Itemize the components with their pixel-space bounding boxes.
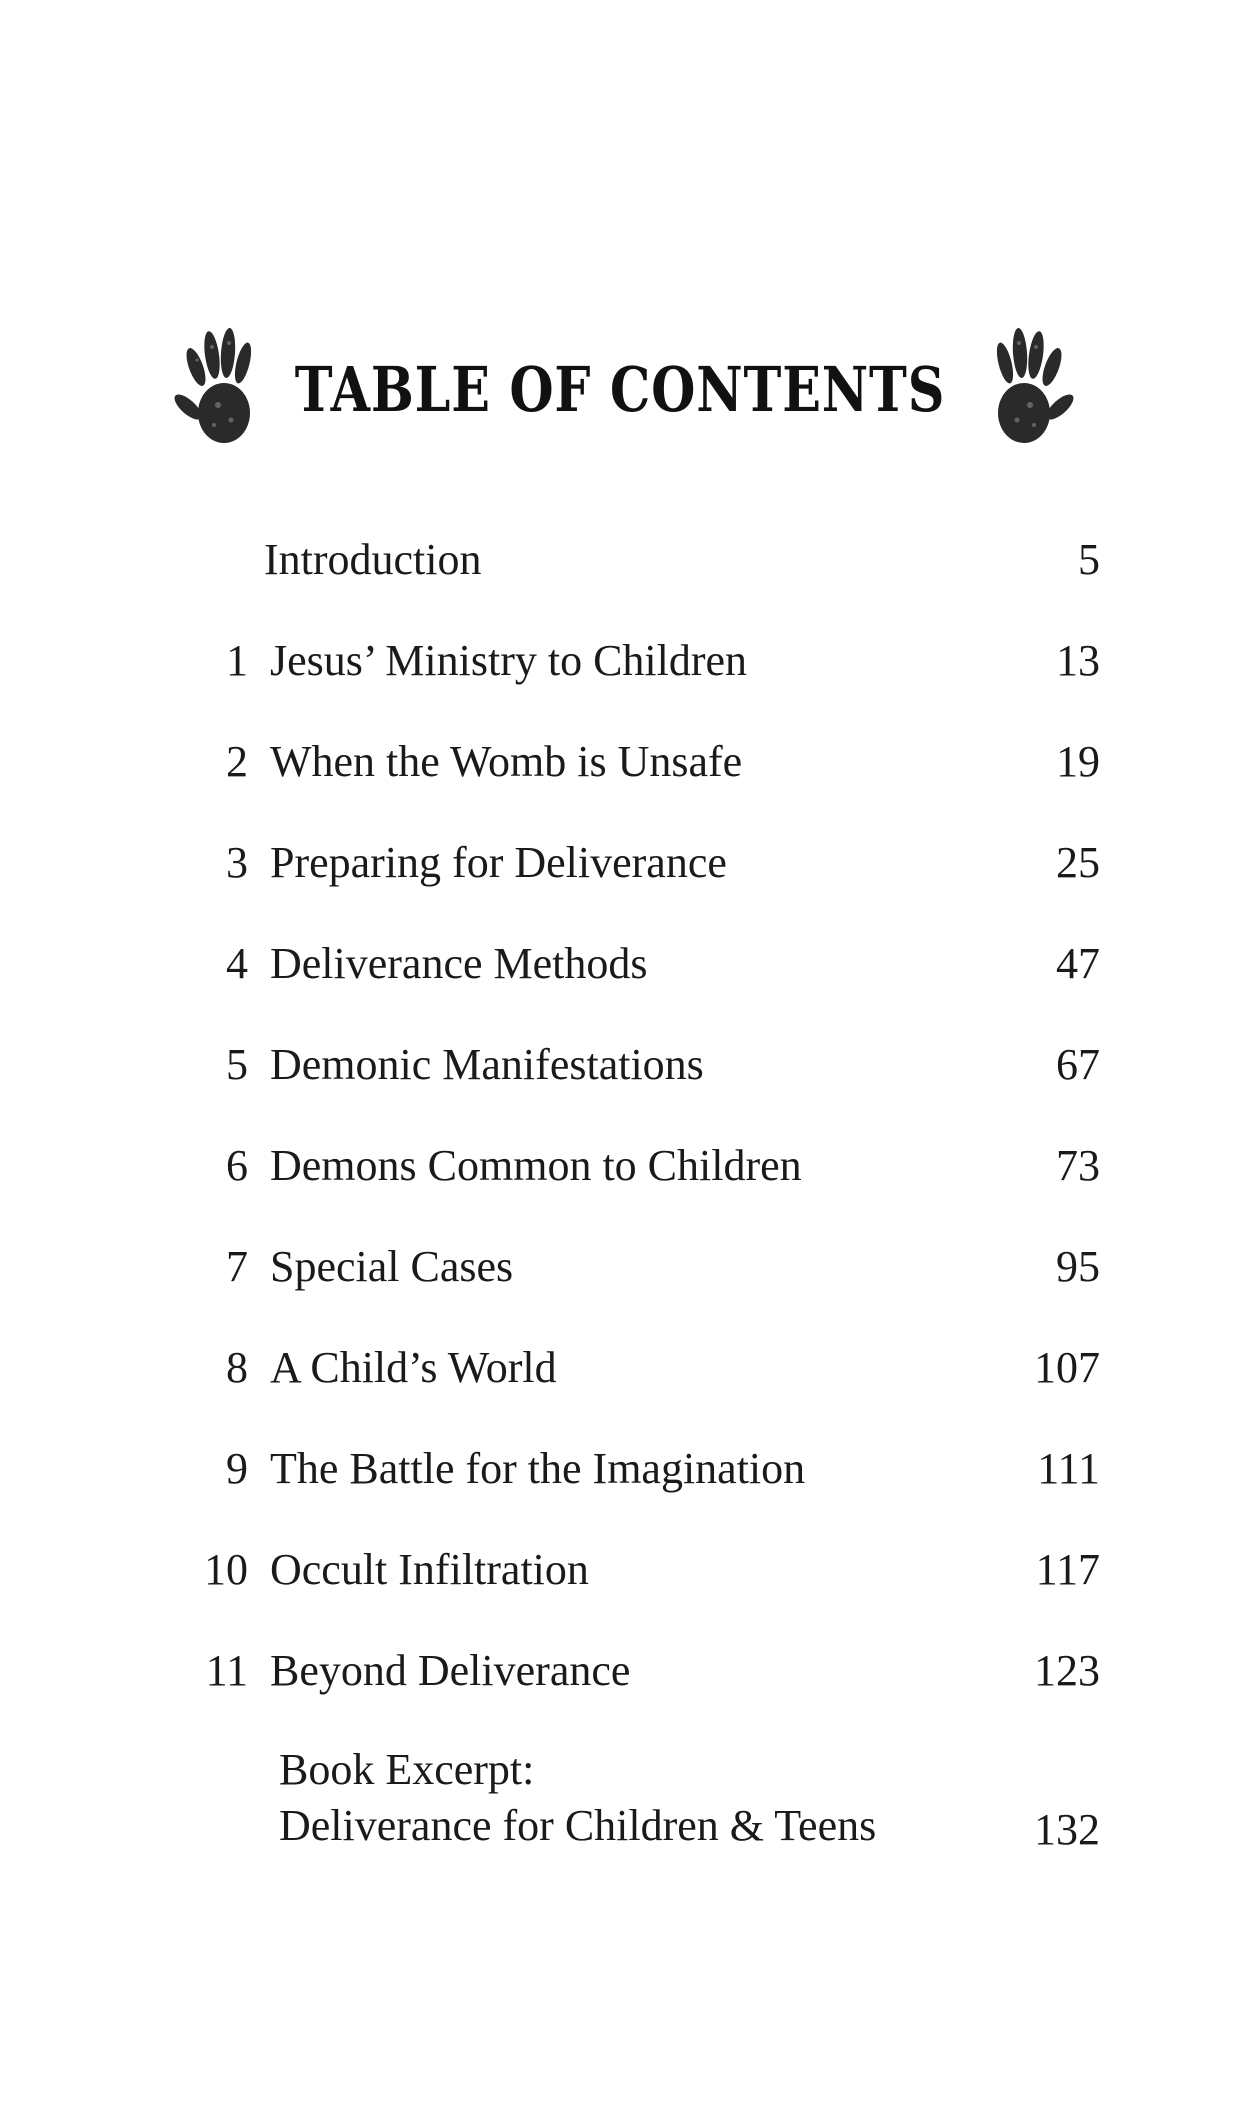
toc-entry-page: 111 — [1037, 1444, 1100, 1493]
toc-entry-chapter-6[interactable] — [200, 1134, 1100, 1235]
handprint-icon — [979, 325, 1074, 450]
toc-entry-chapter-2[interactable] — [200, 730, 1100, 831]
toc-entry-chapter-7[interactable] — [200, 1235, 1100, 1336]
toc-entry-chapter-5[interactable] — [200, 1033, 1100, 1134]
toc-entry-title: Introduction — [264, 535, 482, 584]
toc-entry-chapter-8[interactable] — [200, 1336, 1100, 1437]
toc-header — [170, 325, 1070, 460]
toc-entry-chapter-11[interactable] — [200, 1639, 1100, 1740]
toc-entry-chapter-4[interactable] — [200, 932, 1100, 1033]
toc-entry-chapter-9[interactable] — [200, 1437, 1100, 1538]
toc-entry-title: Demons Common to Children — [270, 1141, 802, 1190]
toc-entry-page: 47 — [1056, 939, 1100, 988]
toc-entry-title: Beyond Deliverance — [270, 1646, 631, 1695]
toc-entry-number: 10 — [204, 1545, 248, 1594]
toc-entry-page: 73 — [1056, 1141, 1100, 1190]
toc-entry-number: 2 — [226, 737, 248, 786]
toc-entry-chapter-3[interactable] — [200, 831, 1100, 932]
toc-entry-page: 25 — [1056, 838, 1100, 887]
toc-entry-page: 132 — [1034, 1805, 1100, 1854]
toc-entry-chapter-10[interactable] — [200, 1538, 1100, 1639]
table-of-contents — [200, 528, 1100, 1882]
toc-entry-page: 95 — [1056, 1242, 1100, 1291]
toc-entry-page: 13 — [1056, 636, 1100, 685]
toc-entry-number: 9 — [226, 1444, 248, 1493]
toc-entry-title — [279, 1742, 876, 1854]
toc-entry-number: 5 — [226, 1040, 248, 1089]
toc-entry-page: 123 — [1034, 1646, 1100, 1695]
toc-entry-number: 4 — [226, 939, 248, 988]
toc-entry-number: 1 — [226, 636, 248, 685]
toc-entry-title: Demonic Manifestations — [270, 1040, 704, 1089]
toc-entry-number: 6 — [226, 1141, 248, 1190]
toc-entry-page: 117 — [1035, 1545, 1100, 1594]
toc-entry-title: The Battle for the Imagination — [270, 1444, 806, 1493]
excerpt-title: Deliverance for Children & Teens — [279, 1801, 877, 1850]
toc-entry-page: 5 — [1078, 535, 1100, 584]
toc-entry-title: Preparing for Deliverance — [270, 838, 727, 887]
toc-entry-page: 19 — [1056, 737, 1100, 786]
toc-entry-title: Deliverance Methods — [270, 939, 648, 988]
toc-entry-chapter-1[interactable] — [200, 629, 1100, 730]
toc-entry-title: Special Cases — [270, 1242, 514, 1291]
toc-entry-number: 8 — [226, 1343, 248, 1392]
toc-entry-title: When the Womb is Unsafe — [270, 737, 743, 786]
toc-entry-title: A Child’s World — [270, 1343, 557, 1392]
page-title: TABLE OF CONTENTS — [294, 353, 946, 426]
excerpt-label: Book Excerpt: — [279, 1745, 535, 1794]
toc-entry-title: Occult Infiltration — [270, 1545, 589, 1594]
toc-entry-page: 107 — [1034, 1343, 1100, 1392]
toc-entry-introduction[interactable] — [200, 528, 1100, 629]
toc-entry-title: Jesus’ Ministry to Children — [270, 636, 748, 685]
toc-entry-page: 67 — [1056, 1040, 1100, 1089]
toc-entry-book-excerpt[interactable] — [200, 1742, 1100, 1882]
toc-entry-number: 3 — [226, 838, 248, 887]
toc-entry-number: 7 — [226, 1242, 248, 1291]
toc-entry-number: 11 — [205, 1646, 248, 1695]
